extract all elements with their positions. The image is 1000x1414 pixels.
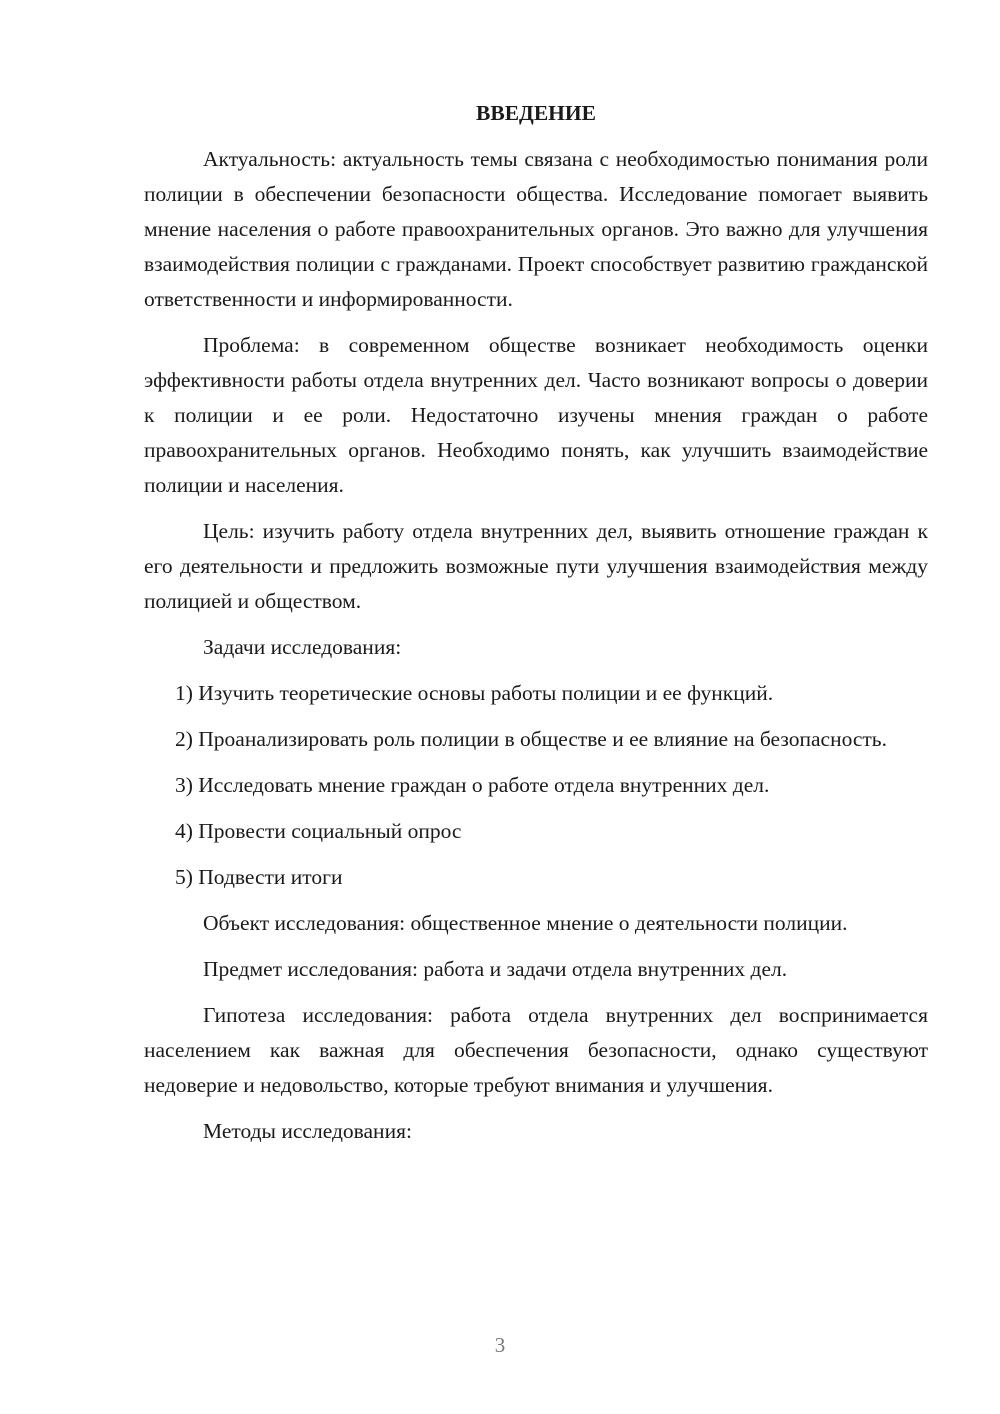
tasks-list (144, 676, 928, 895)
problem-paragraph: Проблема: в современном обществе возникает необходимость оценки эффективности работы отдела внутренних дел. Часто возникают вопросы о доверии к полиции и ее роли. Недостаточно изучены мнения граждан о работе правоохранительных органов. Необходимо понять, как улучшить взаимодействие полиции и населения. (144, 333, 928, 497)
relevance-paragraph: Актуальность: актуальность темы связана с необходимостью понимания роли полиции в обеспечении безопасности общества. Исследование помогает выявить мнение населения о работе правоохранительных органов. Это важно для улучшения взаимодействия полиции с гражданами. Проект способствует развитию гражданской ответственности и информированности. (144, 147, 928, 311)
task-item: 4) Провести социальный опрос (175, 819, 462, 843)
hypothesis-paragraph: Гипотеза исследования: работа отдела внутренних дел воспринимается населением как важная для обеспечения безопасности, однако существуют недоверие и недовольство, которые требуют внимания и улучшения. (144, 1003, 928, 1097)
task-item: 3) Исследовать мнение граждан о работе отдела внутренних дел. (175, 773, 770, 797)
goal-paragraph: Цель: изучить работу отдела внутренних дел, выявить отношение граждан к его деятельности и предложить возможные пути улучшения взаимодействия между полицией и обществом. (144, 519, 928, 613)
task-item: 1) Изучить теоретические основы работы полиции и ее функций. (175, 681, 774, 705)
task-item: 2) Проанализировать роль полиции в обществе и ее влияние на безопасность. (175, 727, 887, 751)
page-number: 3 (494, 1333, 506, 1357)
document-page (144, 96, 928, 1160)
subject-paragraph: Предмет исследования: работа и задачи отдела внутренних дел. (203, 957, 788, 981)
task-item: 5) Подвести итоги (175, 865, 343, 889)
document-title: ВВЕДЕНИЕ (476, 101, 596, 125)
object-paragraph: Объект исследования: общественное мнение о деятельности полиции. (203, 911, 848, 935)
methods-heading: Методы исследования: (203, 1119, 412, 1143)
tasks-heading: Задачи исследования: (203, 635, 402, 659)
